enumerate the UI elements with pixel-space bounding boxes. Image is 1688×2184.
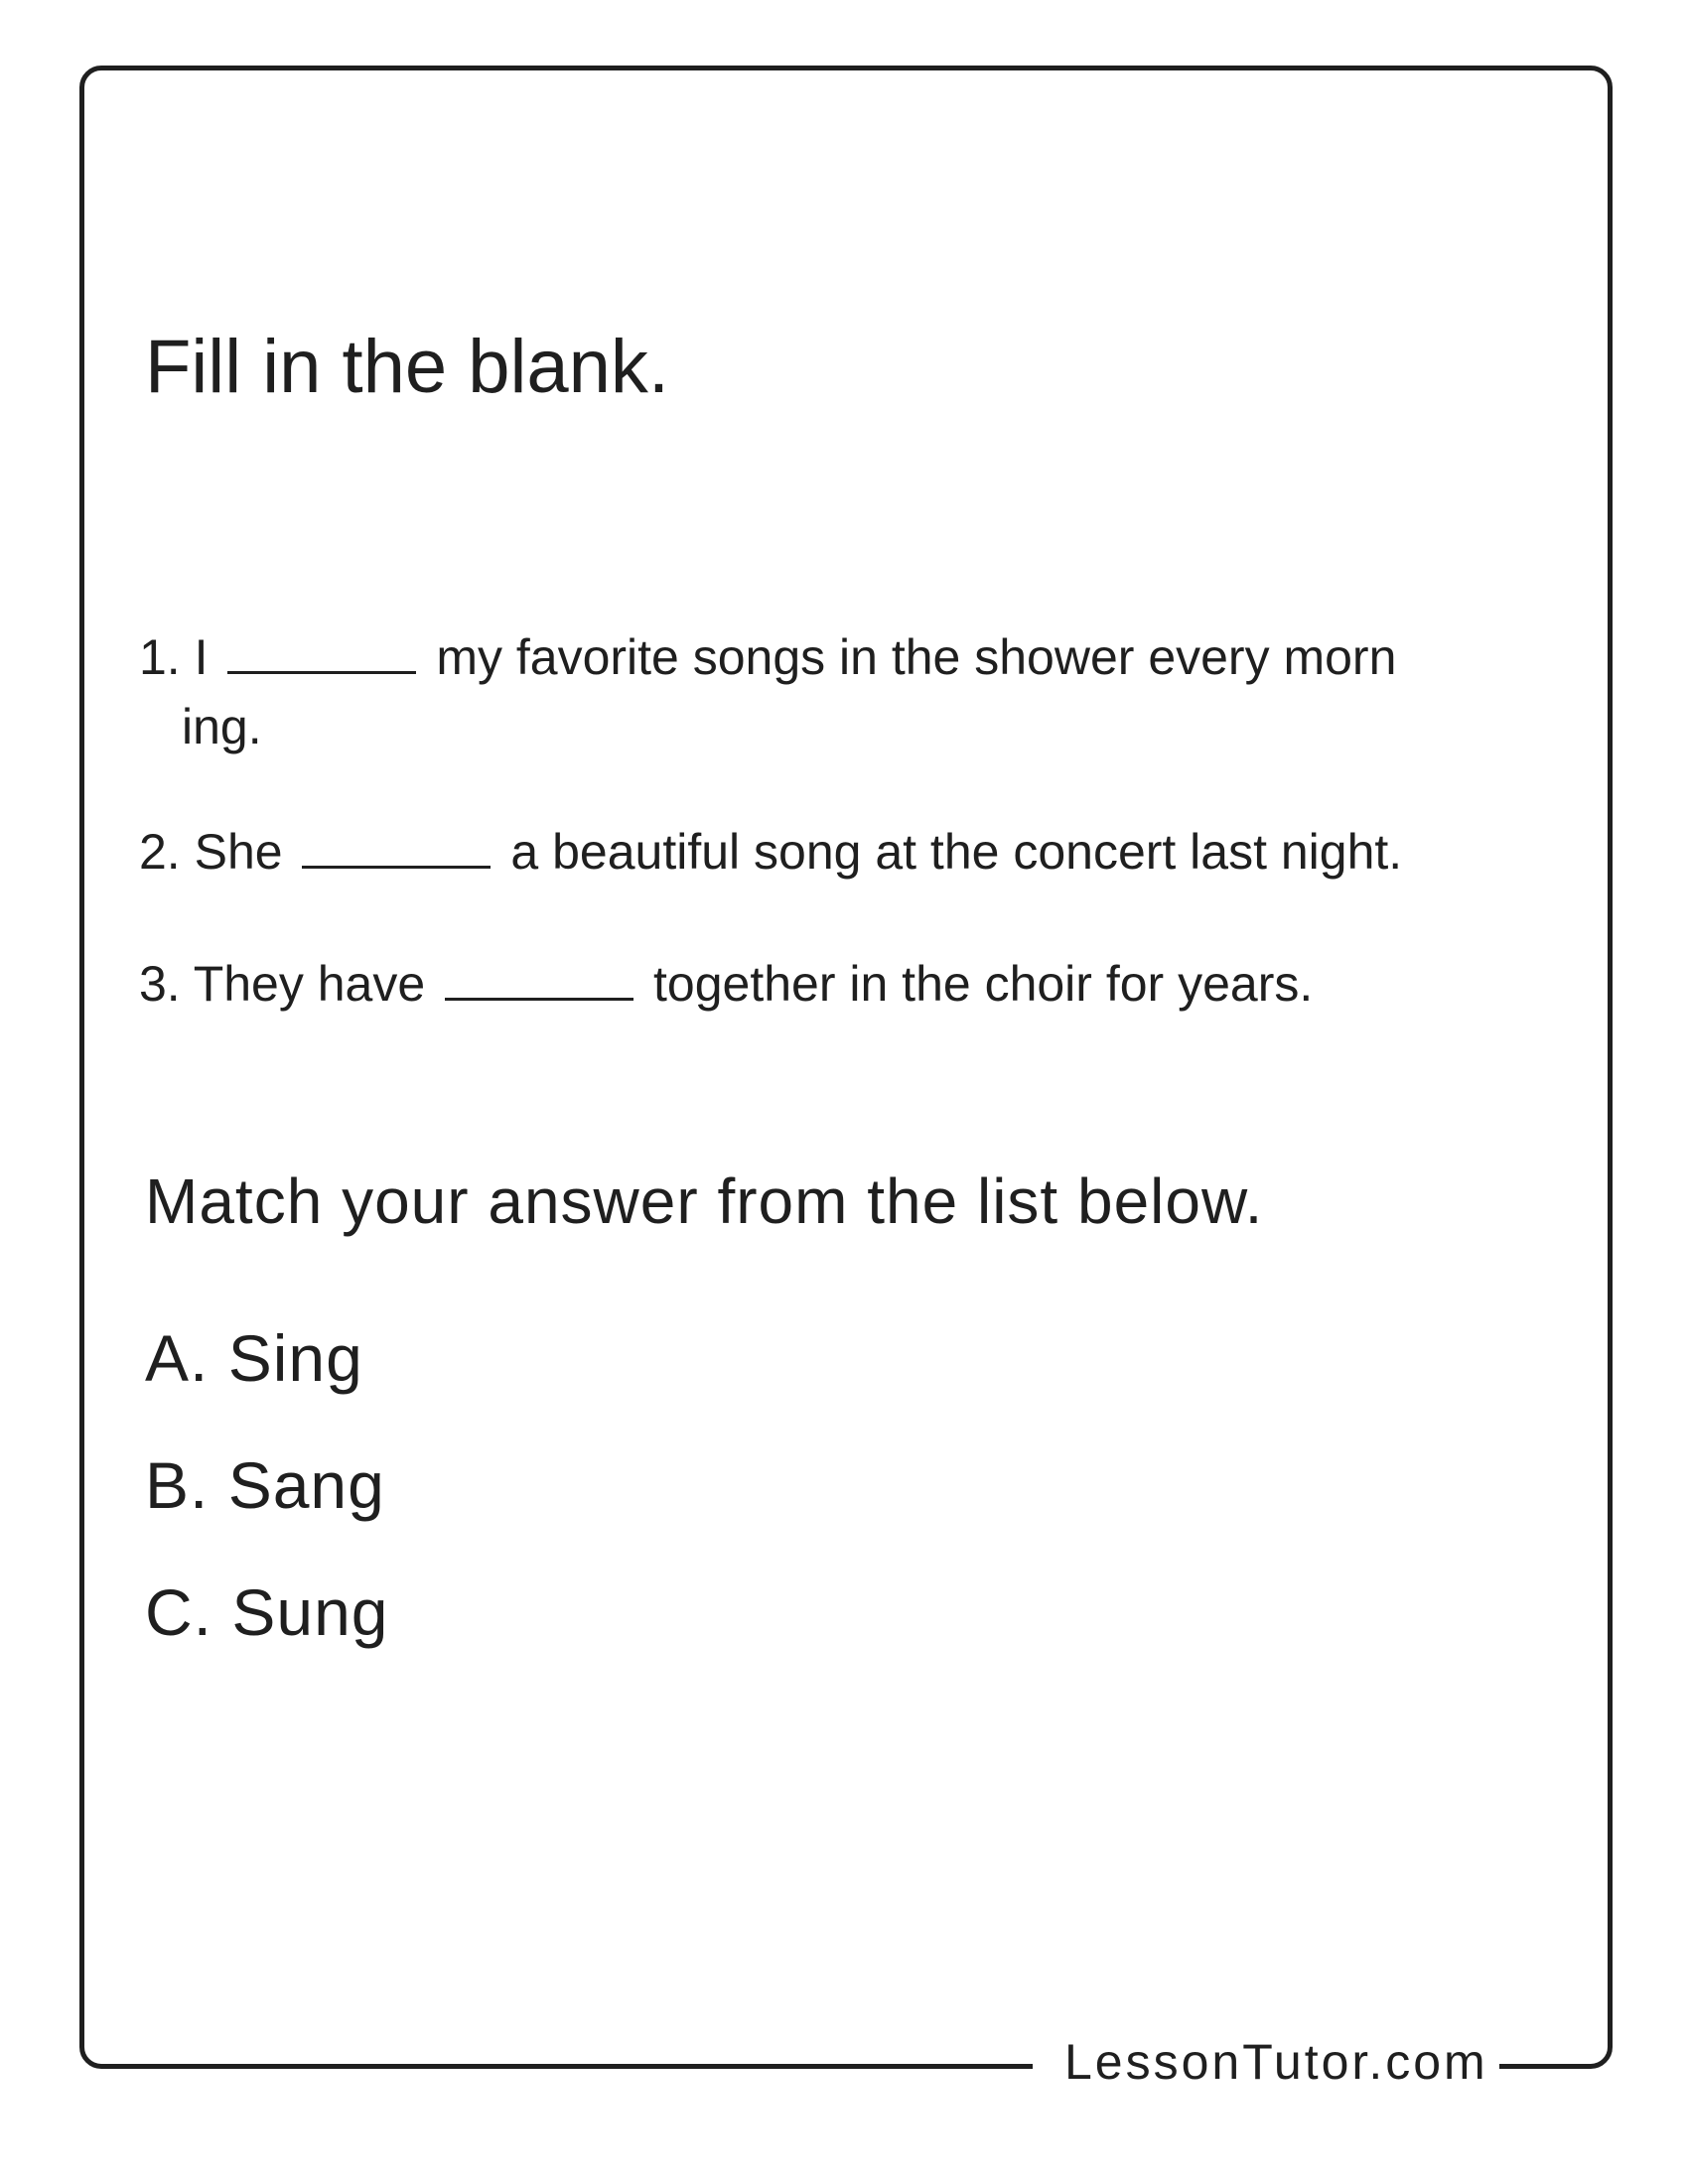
- worksheet-title: Fill in the blank.: [145, 325, 670, 409]
- option-a: A. Sing: [145, 1321, 363, 1395]
- question-2-number: 2.: [139, 824, 181, 880]
- footer-brand: LessonTutor.com: [1064, 2034, 1488, 2090]
- question-1-before: I: [194, 629, 209, 685]
- option-c: C. Sung: [145, 1575, 389, 1649]
- question-3-after: together in the choir for years.: [653, 956, 1314, 1012]
- question-2-after: a beautiful song at the concert last night.: [510, 824, 1403, 880]
- question-1: [139, 629, 1397, 685]
- question-3-before: They have: [193, 956, 426, 1012]
- question-3: [139, 956, 1314, 1012]
- question-3-number: 3.: [139, 956, 181, 1012]
- question-3-blank[interactable]: [445, 958, 633, 1001]
- question-1-number: 1.: [139, 629, 181, 685]
- option-b: B. Sang: [145, 1448, 385, 1522]
- question-2-blank[interactable]: [302, 826, 491, 869]
- match-prompt: Match your answer from the list below.: [145, 1165, 1264, 1237]
- question-1-after: my favorite songs in the shower every morn: [436, 629, 1397, 685]
- question-1-continuation: ing.: [182, 699, 262, 754]
- question-2: [139, 824, 1403, 880]
- question-2-before: She: [194, 824, 283, 880]
- question-1-blank[interactable]: [227, 631, 416, 674]
